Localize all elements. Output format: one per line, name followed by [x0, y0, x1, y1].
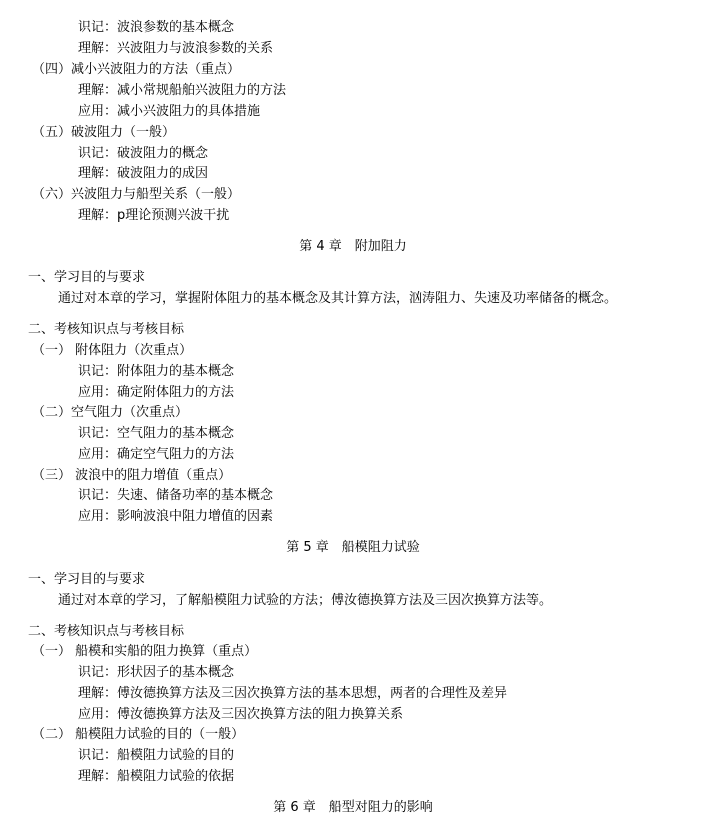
- text-line: 应用：确定附体阻力的方法: [78, 385, 235, 400]
- text-line: 理解：傅汝德换算方法及三因次换算方法的基本思想，两者的合理性及差异: [78, 686, 508, 701]
- section-heading: （二） 船模阻力试验的目的（一般）: [32, 727, 245, 742]
- heading: 一、学习目的与要求: [28, 270, 146, 285]
- chapter-title: 第 6 章 船型对阻力的影响: [273, 800, 433, 815]
- text-line: 理解：兴波阻力与波浪参数的关系: [78, 41, 274, 56]
- section-heading: （五）破波阻力（一般）: [32, 125, 176, 140]
- section-heading: （一） 船模和实船的阻力换算（重点）: [32, 644, 258, 659]
- text-line: 理解：破波阻力的成因: [78, 166, 209, 181]
- heading: 二、考核知识点与考核目标: [28, 624, 185, 639]
- chapter-title: 第 5 章 船模阻力试验: [286, 540, 420, 555]
- text-line: 理解：减小常规船舶兴波阻力的方法: [78, 83, 287, 98]
- text-line: 应用：傅汝德换算方法及三因次换算方法的阻力换算关系: [78, 707, 404, 722]
- text-line: 理解：p理论预测兴波干扰: [78, 208, 230, 223]
- text-line: 应用：影响波浪中阻力增值的因素: [78, 509, 274, 524]
- paragraph: 通过对本章的学习，掌握附体阻力的基本概念及其计算方法，汹涛阻力、失速及功率储备的概念。: [58, 291, 618, 306]
- text-line: 识记：形状因子的基本概念: [78, 665, 235, 680]
- text-line: 识记：空气阻力的基本概念: [78, 426, 235, 441]
- chapter-title: 第 4 章 附加阻力: [299, 239, 407, 254]
- text-line: 应用：减小兴波阻力的具体措施: [78, 104, 261, 119]
- text-line: 应用：确定空气阻力的方法: [78, 447, 235, 462]
- section-heading: （四）减小兴波阻力的方法（重点）: [32, 62, 241, 77]
- text-line: 识记：船模阻力试验的目的: [78, 748, 235, 763]
- section-heading: （一） 附体阻力（次重点）: [32, 343, 193, 358]
- heading: 二、考核知识点与考核目标: [28, 322, 185, 337]
- text-line: 识记：破波阻力的概念: [78, 146, 209, 161]
- heading: 一、学习目的与要求: [28, 572, 146, 587]
- text-line: 识记：附体阻力的基本概念: [78, 364, 235, 379]
- section-heading: （六）兴波阻力与船型关系（一般）: [32, 187, 241, 202]
- section-heading: （二）空气阻力（次重点）: [32, 405, 189, 420]
- text-line: 识记：波浪参数的基本概念: [78, 20, 235, 35]
- section-heading: （三） 波浪中的阻力增值（重点）: [32, 468, 232, 483]
- text-line: 理解：船模阻力试验的依据: [78, 769, 235, 784]
- paragraph: 通过对本章的学习，了解船模阻力试验的方法；傅汝德换算方法及三因次换算方法等。: [58, 593, 553, 608]
- text-line: 识记：失速、储备功率的基本概念: [78, 488, 274, 503]
